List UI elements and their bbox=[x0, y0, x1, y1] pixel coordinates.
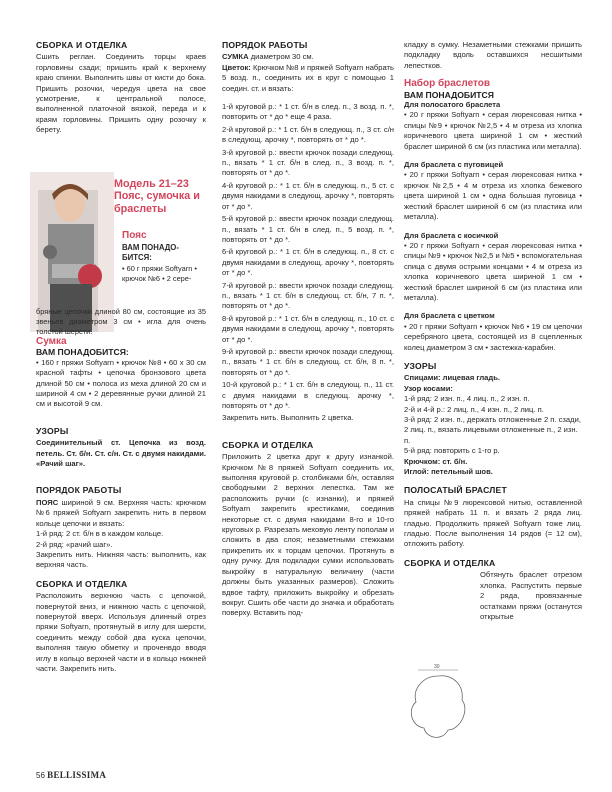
assembly3-text: Приложить 2 цветка друг к другу изнанкой. Крючком №8 пряжей Softyarn соединить их, выполняя круговой р. столбиками б/н, оставляя свободными 2 верхних лепестка. Там же расположить ручки (с изнанки), и пряжей Softyarn закрепить крестиками, соединив некоторые ст. с двумя накидами 8-го и 10-го круговых р. Разрезать меховую ленту пополам и сложить в два слоя; незаметными стежками прикрепить их к торцам цепочки. Протянуть в одну ручку. Для подкладки сумки использовать выкройку в натуральную величину (части должны быть указанных размеров). Сложить вдвое тафту, приложить выкройку и обрезать вокруг. Сшить обе части до значка и обработать поверху. Вставить под- bbox=[222, 452, 394, 618]
row-2: 2-й ряд: «рачий шаг». bbox=[36, 539, 113, 549]
bracelet-need-heading: ВАМ ПОНАДОБИТСЯ bbox=[404, 89, 494, 100]
striped-bracelet-heading: ПОЛОСАТЫЙ БРАСЛЕТ bbox=[404, 485, 507, 496]
work-belt-end: Закрепить нить. Нижняя часть: выполнить, как верхняя часть. bbox=[36, 549, 206, 570]
belt-materials-a: • 60 г пряжи Softyarn • крючок №6 • 2 сере- bbox=[122, 264, 197, 284]
flower-bracelet-text: • 20 г пряжи Softyarn • крючок №6 • 19 см цепочки серебряного цвета, состоящей из 8 сцепленных колец диаметром 3 см • застежка-карабин. bbox=[404, 321, 582, 352]
braid-pattern-label: Узор косами: bbox=[404, 383, 453, 393]
patterns2-heading: УЗОРЫ bbox=[404, 360, 437, 371]
flower-text: Крючком №8 и пряжей Softyarn набрать 5 возд. п., соединить их в круг с помощью 1 соедин. ст. и вязать: bbox=[222, 62, 394, 93]
hook-text: Крючком: ст. б/н. bbox=[404, 456, 468, 466]
bag-label: СУМКА bbox=[222, 52, 249, 62]
assembly2-heading: СБОРКА И ОТДЕЛКА bbox=[36, 578, 128, 589]
bracelet-set-heading: Набор браслетов bbox=[404, 78, 491, 90]
pattern-row-5: 5-й ряд: повторить с 1-го р. bbox=[404, 446, 500, 456]
round-8: 8-й круговой р.: * 1 ст. б/н в следующ. п., 10 ст. с двумя накидами в следующ. арочку *, повторять от * до *. bbox=[222, 313, 394, 344]
round-3: 3-й круговой р.: ввести крючок позади следующ. п., вязать * 1 ст. б/н в след. п., 3 возд. п. *, повторять от * до *. bbox=[222, 147, 394, 178]
work-heading: ПОРЯДОК РАБОТЫ bbox=[36, 485, 122, 496]
flower-label: Цветок: bbox=[222, 62, 251, 72]
button-text: • 20 г пряжи Softyarn • серая люрексовая нитка • крючок №2,5 • 4 м отреза из хлопка бежевого цвета шириной 1 см • одна большая пуговица • жесткий браслет шириной 6 см (из пластика или металла). bbox=[404, 170, 582, 222]
column-2 bbox=[222, 40, 394, 627]
bag-need-heading: ВАМ ПОНАДОБИТСЯ: bbox=[36, 347, 129, 358]
page-number: 56 bbox=[36, 771, 45, 780]
work-belt-label: ПОЯС bbox=[36, 497, 59, 507]
spokes-text: Спицами: лицевая гладь. bbox=[404, 373, 500, 383]
work-belt-text: шириной 9 см. Верхняя часть: крючком №6 пряжей Softyarn закрепить нить в первом кольце цепочки и вязать: bbox=[36, 497, 206, 528]
patterns-text: Соединительный ст. Цепочка из возд. петель. Ст. б/н. Ст. с/н. Ст. с двумя накидами. «Рачий шаг». bbox=[36, 438, 207, 469]
assembly2-text: Расположить верхнюю часть с цепочкой, повернутой вниз, и нижнюю часть с цепочкой, повернутой вверх. Используя длинный отрез пряжи Softyarn, протянутый в иглу для шерсти, соединить между собой два куска цепочки, выполняя такую обметку и проченвдо вводя иглу в кольцо верхней части и в кольцо нижней части. Закрепить нить. bbox=[36, 591, 206, 673]
column-3 bbox=[404, 40, 582, 630]
assembly4-heading: СБОРКА И ОТДЕЛКА bbox=[404, 557, 496, 568]
assembly3-heading: СБОРКА И ОТДЕЛКА bbox=[222, 439, 314, 450]
work2-heading: ПОРЯДОК РАБОТЫ bbox=[222, 40, 308, 50]
page-footer bbox=[36, 770, 106, 780]
round-2: 2-й круговой р.: * 1 ст. б/н в следующ. п., 3 ст. с/н в следующ. арочку *, повторять от * до *. bbox=[222, 124, 394, 145]
needle-text: Иглой: петельный шов. bbox=[404, 467, 493, 477]
belt-section bbox=[122, 230, 208, 284]
bag-materials: • 160 г пряжи Softyarn • крючок №8 • 60 x 30 см красной тафты • цепочка бронзового цвета длиной 50 см • полоса из меха длиной 20 см и шириной 4 см • 2 деревянные ручки длиной 21 см и высотой 9 см. bbox=[36, 357, 206, 409]
magazine-name: BELLISSIMA bbox=[47, 770, 107, 780]
round-6: 6-й круговой р.: * 1 ст. б/н в следующ. п., 8 ст. с двумя накидами в следующ. арочку *, повторять от * до *. bbox=[222, 247, 394, 278]
button-heading: Для браслета с пуговицей bbox=[404, 160, 504, 170]
assembly-text: Сшить реглан. Соединить торцы краев горловины сзади; пришить край к верхнему краю спинки. Выполнить швы от кисти до бока. Пришить розочки, чередуя цвета на свое усмотрение, к центральной полосе, выполненной платочной вязкой, переда и к краям горловины. Пришить одну розочку к берету. bbox=[36, 52, 206, 135]
bag-heading: Сумка bbox=[36, 336, 67, 347]
round-4: 4-й круговой р.: * 1 ст. б/н в следующ. п., 5 ст. с двумя накидами в следующ. арочку *, повторять от * до *. bbox=[222, 180, 394, 211]
belt-need-heading: ВАМ ПОНАДО-БИТСЯ: bbox=[122, 243, 179, 262]
column-1-lower bbox=[36, 337, 206, 682]
striped-bracelet-text: На спицы №9 люрексовой нитью, оставленной пряжей набрать 11 п. и вязать 2 ряда лиц. гладью. Продолжить пряжей Softyarn тоже лиц. гладью. После выполнения 14 рядов (= 12 см), отложить работу. bbox=[404, 497, 582, 549]
flower-bracelet-heading: Для браслета с цветком bbox=[404, 311, 495, 321]
bag-diameter: диаметром 30 см. bbox=[250, 52, 314, 62]
model-title: Модель 21–23 Пояс, сумочка и браслеты bbox=[114, 178, 200, 215]
column-1 bbox=[36, 40, 206, 144]
diagram-label: 30 bbox=[434, 664, 440, 670]
round-end: Закрепить нить. Выполнить 2 цветка. bbox=[222, 413, 354, 423]
belt-heading: Пояс bbox=[122, 230, 147, 241]
assembly-heading: СБОРКА И ОТДЕЛКА bbox=[36, 40, 128, 50]
pattern-row-2: 2-й и 4-й р.: 2 лиц. п., 4 изн. п., 2 лиц. п. bbox=[404, 404, 544, 414]
braid-text: • 20 г пряжи Softyarn • серая люрексовая нитка • спицы №9 • крючок №2,5 и №5 • вспомогательная спица с двумя острыми концами • 4 м отреза из хлопка коричневого цвета шириной 1 см • жесткий браслет шириной 6 см (из пластика или металла). bbox=[404, 240, 582, 302]
round-9: 9-й круговой р.: ввести крючок позади следующ. п., вязать * 1 ст. б/н в следующ. ст. б/н, 8 п. *, повторять от * до *. bbox=[222, 346, 394, 377]
round-5: 5-й круговой р.: ввести крючок позади следующ. п., вязать * 1 ст. б/н в след. п., 5 возд. п. *, повторять от * до *. bbox=[222, 214, 394, 244]
round-7: 7-й круговой р.: ввести крючок позади следующ. п., вязать * 1 ст. б/н в следующ. ст. б/н, 7 п. *, повторять от * до *. bbox=[222, 280, 394, 311]
pattern-row-1: 1-й ряд: 2 изн. п., 4 лиц. п., 2 изн. п. bbox=[404, 394, 530, 404]
braid-heading: Для браслета с косичкой bbox=[404, 230, 499, 240]
patterns-heading: УЗОРЫ bbox=[36, 425, 69, 436]
round-1: 1-й круговой р.: * 1 ст. б/н в след. п., 3 возд. п. *, повторить от * до * еще 4 раза. bbox=[222, 102, 394, 122]
lining-text: кладку в сумку. Незаметными стежками пришить подкладку вдоль оставшихся несшитыми лепестков. bbox=[404, 40, 582, 70]
belt-materials-b: бряные цепочки длиной 80 см, состоящие из 35 звеньев диаметром 3 см • игла для очень толстой шерсти. bbox=[36, 307, 206, 336]
row-1: 1-й ряд: 2 ст. б/н в в каждом кольце. bbox=[36, 529, 164, 539]
striped-text: • 20 г пряжи Softyarn • серая люрексовая нитка • спицы №9 • крючок №2,5 • 4 м отреза из хлопка коричневого цвета шириной 1 см • жесткий браслет шириной 6 см (из пластика или металла). bbox=[404, 110, 582, 151]
striped-heading: Для полосатого браслета bbox=[404, 100, 501, 110]
assembly4-text: Обтянуть браслет отрезом хлопка. Распустить первые 2 ряда, провязанные остатками пряжи (останутся открытые bbox=[480, 570, 582, 621]
bracelet-diagram bbox=[404, 664, 472, 750]
round-10: 10-й круговой р.: * 1 ст. б/н в следующ. п., 11 ст. с двумя накидами в следующ. арочку *, повторять от * до *. bbox=[222, 380, 394, 410]
pattern-row-3: 3-й ряд: 2 изн. п., держать отложенные 2 п. сзади, 2 лиц. п., вязать лицевыми отложенные п., 2 изн. п. bbox=[404, 415, 581, 445]
